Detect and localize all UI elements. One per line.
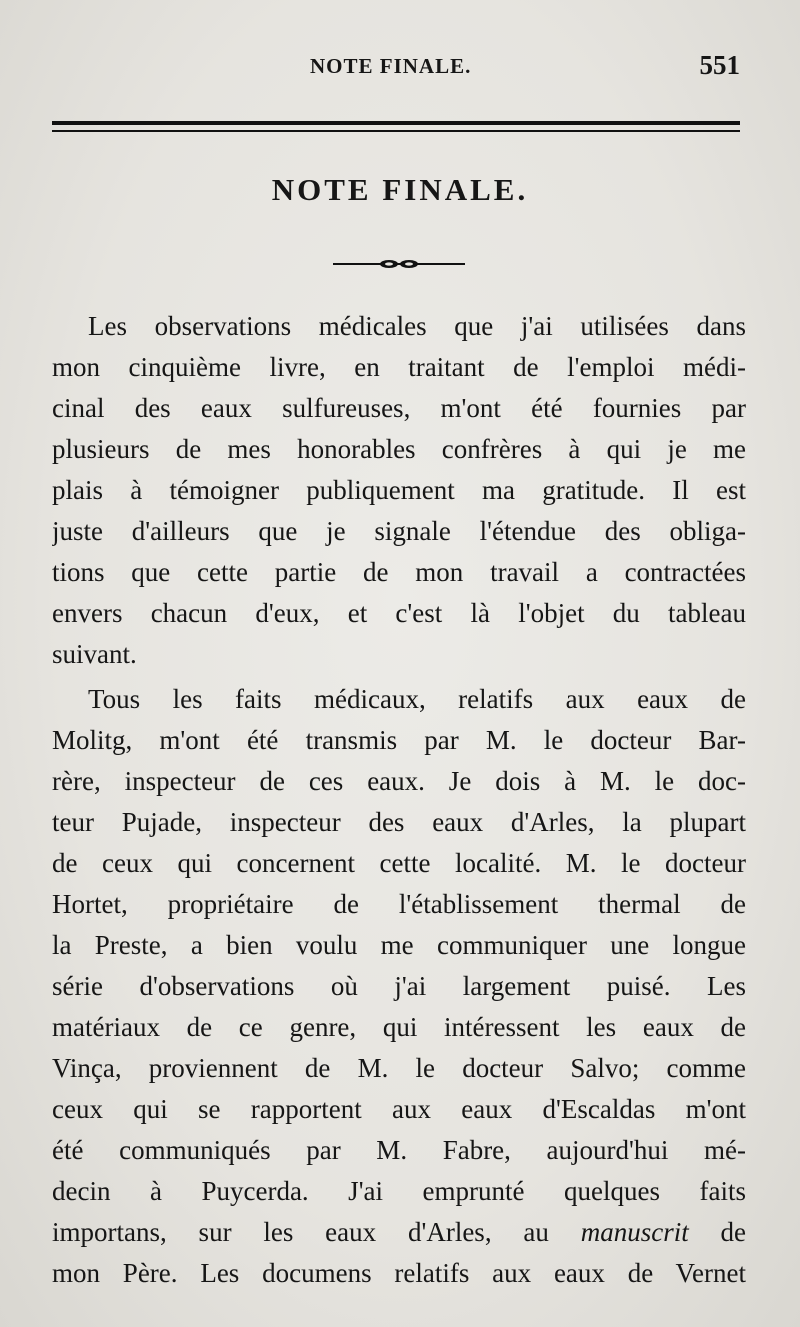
- text-line: matériaux de ce genre, qui intéressent les eaux de: [52, 1012, 746, 1042]
- text-line: plais à témoigner publiquement ma gratitude. Il est: [52, 475, 746, 505]
- text-line: ceux qui se rapportent aux eaux d'Escaldas m'ont: [52, 1094, 746, 1124]
- text-line: Tous les faits médicaux, relatifs aux eaux de: [88, 684, 746, 714]
- text-line: Molitg, m'ont été transmis par M. le docteur Bar-: [52, 725, 746, 755]
- text-line: Vinça, proviennent de M. le docteur Salvo; comme: [52, 1053, 746, 1083]
- running-head: [0, 50, 800, 80]
- text-line: la Preste, a bien voulu me communiquer une longue: [52, 930, 746, 960]
- running-title: NOTE FINALE.: [310, 54, 472, 78]
- section-title: NOTE FINALE.: [271, 172, 529, 207]
- text-line: teur Pujade, inspecteur des eaux d'Arles, la plupart: [52, 807, 746, 837]
- rule-thick-line: [52, 121, 740, 125]
- text-line: de ceux qui concernent cette localité. M. le docteur: [52, 848, 746, 878]
- text-line-with-italic: [52, 1212, 746, 1253]
- text-line: plusieurs de mes honorables confrères à qui je me: [52, 434, 746, 464]
- text-line: mon Père. Les documens relatifs aux eaux de Vernet: [52, 1258, 746, 1288]
- italic-word: manuscrit: [580, 1217, 689, 1247]
- ornament-divider: [333, 258, 465, 270]
- text-segment: importans, sur les eaux d'Arles, au: [52, 1217, 549, 1247]
- rule-thin-line: [52, 130, 740, 132]
- text-line: série d'observations où j'ai largement puisé. Les: [52, 971, 746, 1001]
- text-segment: de: [720, 1217, 746, 1247]
- header-double-rule: [52, 121, 740, 135]
- page-number: 551: [699, 50, 740, 80]
- text-line: envers chacun d'eux, et c'est là l'objet du tableau: [52, 598, 746, 628]
- text-line: suivant.: [52, 639, 137, 669]
- text-line: decin à Puycerda. J'ai emprunté quelques faits: [52, 1176, 746, 1206]
- text-line: été communiqués par M. Fabre, aujourd'hui mé-: [52, 1135, 746, 1165]
- text-line: mon cinquième livre, en traitant de l'emploi médi-: [52, 352, 746, 382]
- text-line: Les observations médicales que j'ai utilisées dans: [88, 311, 746, 341]
- text-line: juste d'ailleurs que je signale l'étendue des obliga-: [52, 516, 746, 546]
- text-line: rère, inspecteur de ces eaux. Je dois à M. le doc-: [52, 766, 746, 796]
- text-line: Hortet, propriétaire de l'établissement thermal de: [52, 889, 746, 919]
- text-line: tions que cette partie de mon travail a contractées: [52, 557, 746, 587]
- text-line: cinal des eaux sulfureuses, m'ont été fournies par: [52, 393, 746, 423]
- body-text: [52, 306, 746, 1294]
